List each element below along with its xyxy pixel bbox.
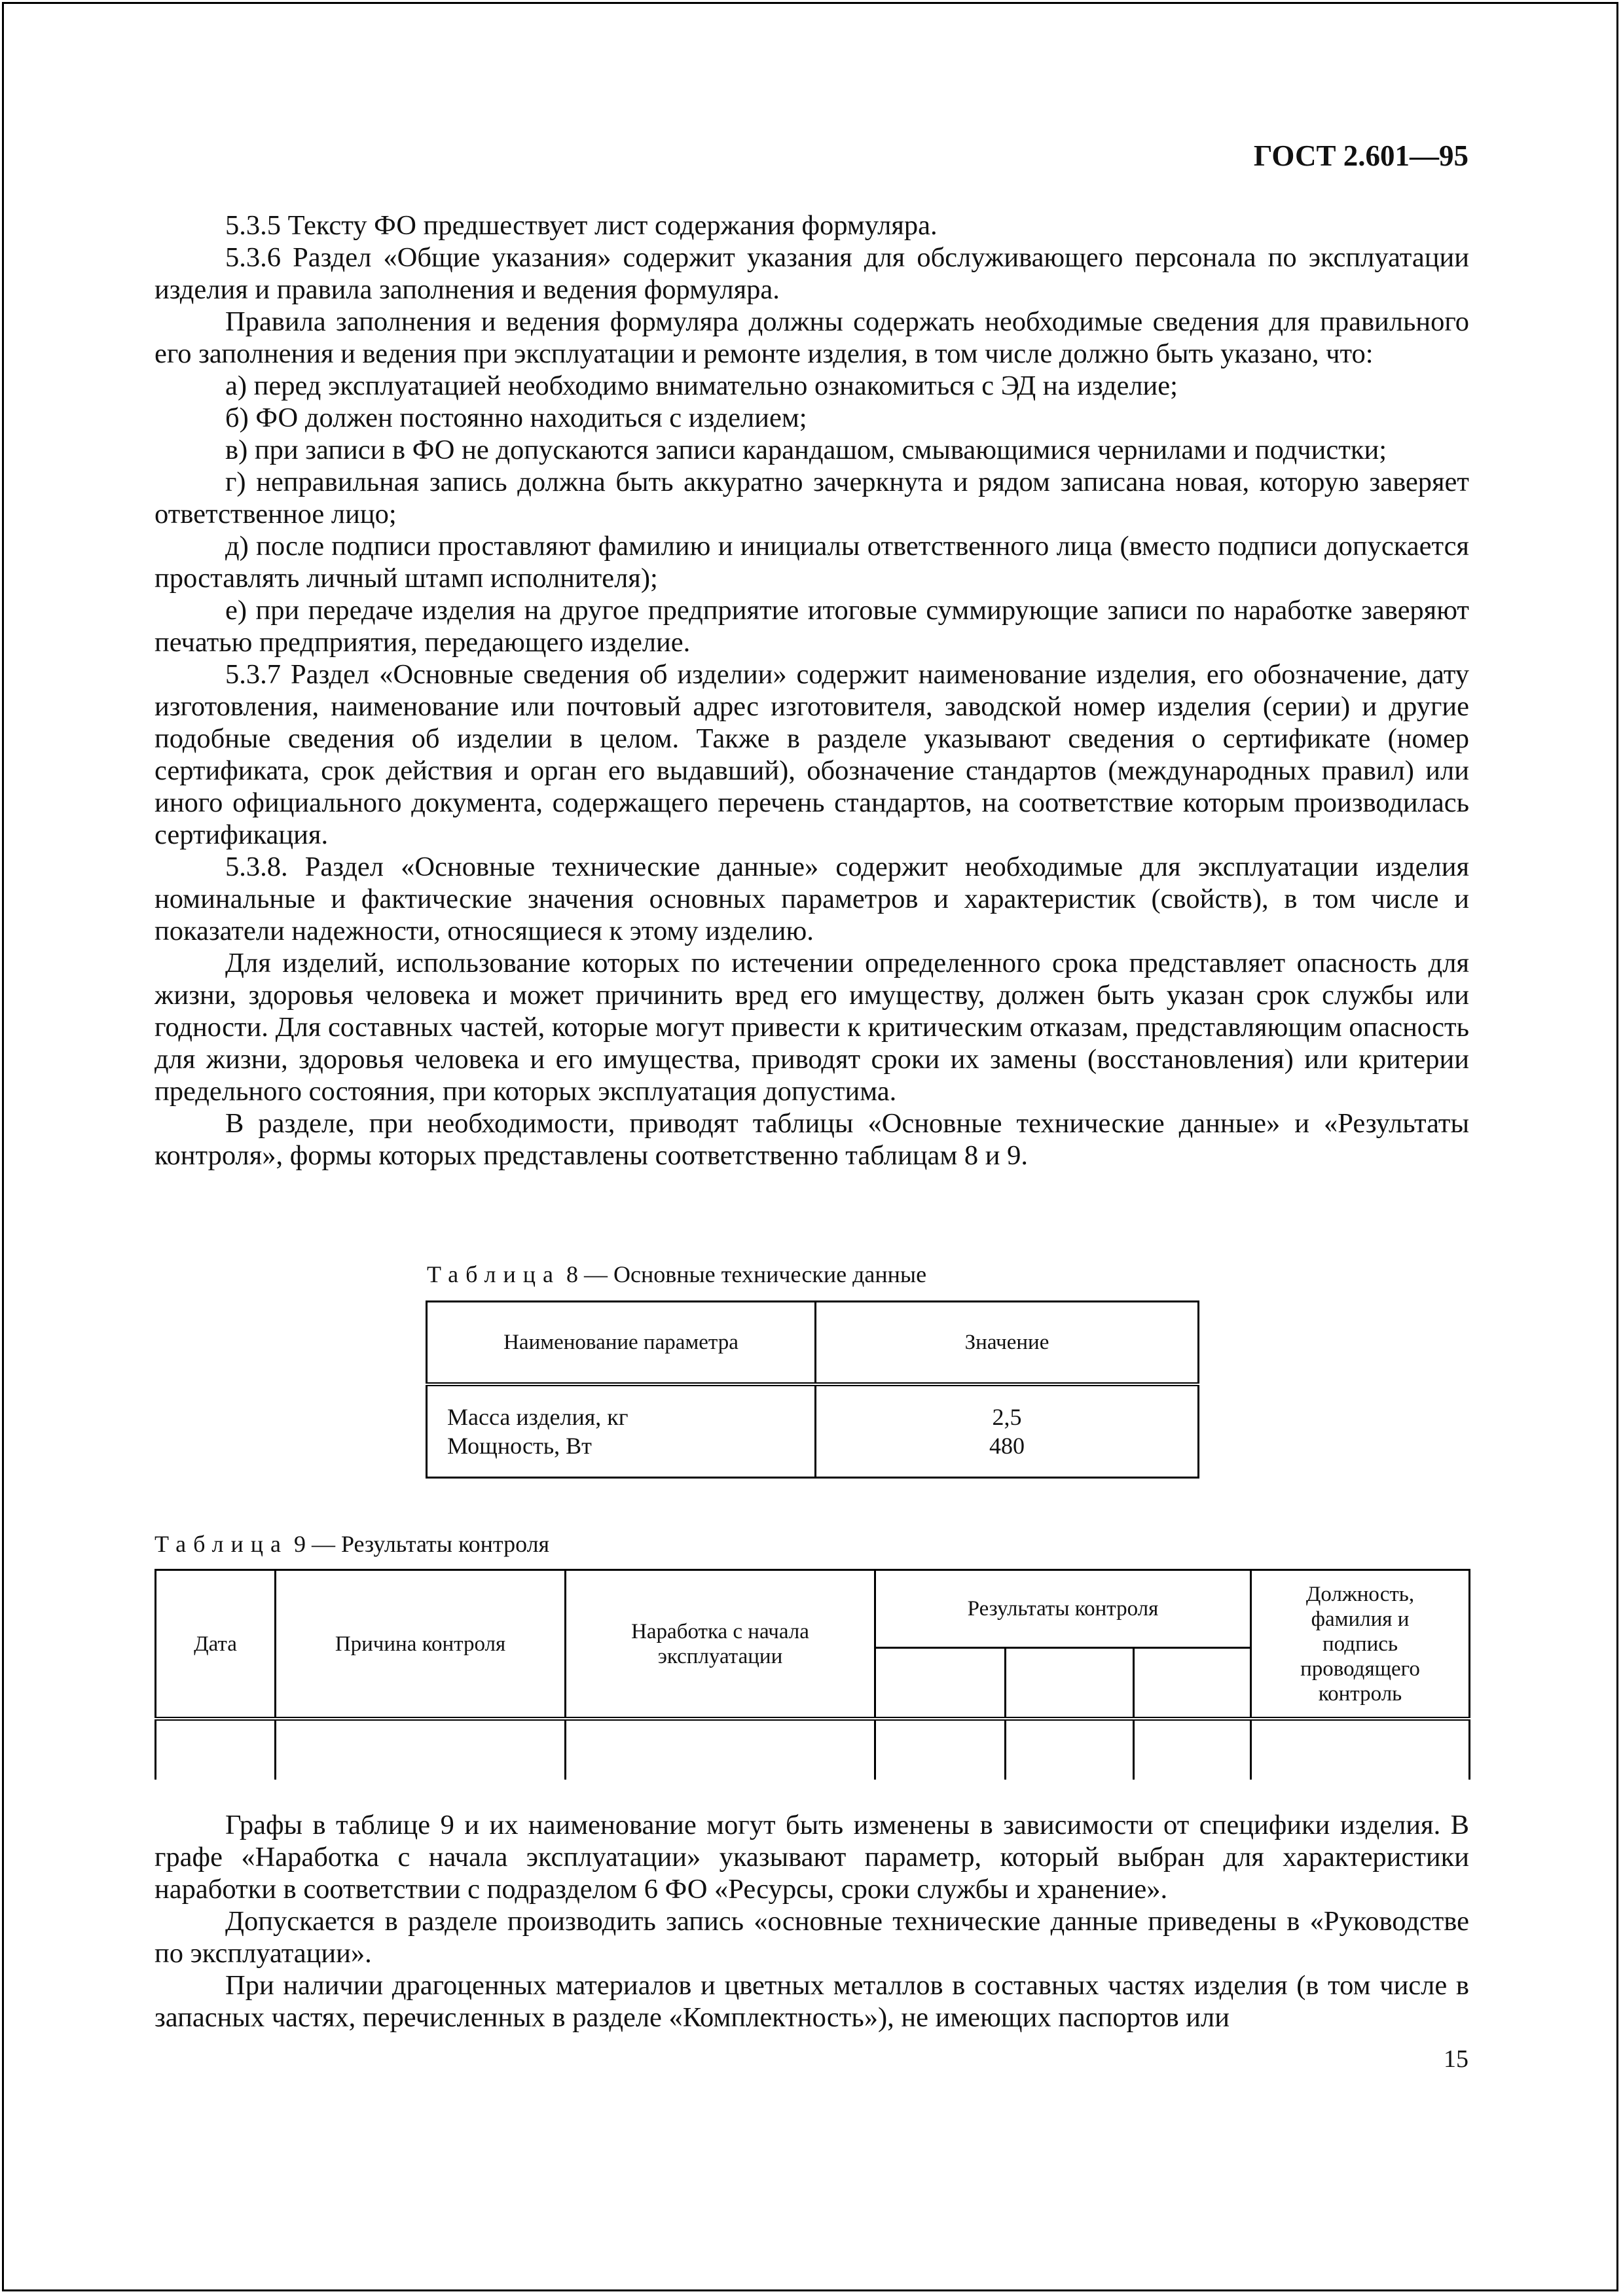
table9-caption bbox=[155, 1530, 549, 1558]
table-cell: Масса изделия, кг bbox=[447, 1404, 629, 1430]
table-cell bbox=[1134, 1719, 1251, 1780]
table8-caption-prefix: Таблица bbox=[427, 1261, 560, 1287]
table9-header-results: Результаты контроля bbox=[875, 1570, 1251, 1648]
table8-names-cell bbox=[427, 1384, 816, 1478]
list-item: в) при записи в ФО не допускаются записи карандашом, смывающимися чернилами и подчистки; bbox=[225, 435, 1387, 465]
list-item: а) перед эксплуатацией необходимо внимательно ознакомиться с ЭД на изделие; bbox=[225, 370, 1178, 401]
table-cell bbox=[875, 1648, 1006, 1719]
list-item: е) при передаче изделия на другое предприятие итоговые суммирующие записи по наработке заверяют печатью предприятия, передающего изделие. bbox=[155, 595, 1469, 658]
body-text bbox=[155, 209, 1469, 1172]
table-cell bbox=[1251, 1719, 1470, 1780]
table8-caption bbox=[427, 1261, 926, 1288]
paragraph: Для изделий, использование которых по истечении определенного срока представляет опасность для жизни, здоровья человека и может причинить вред его имуществу, должен быть указан срок службы или годности. Для составных частей, которые могут привести к критическим отказам, представляющим опасность для жизни, здоровья человека и его имущества, приводят сроки их замены (восстановления) или критерии предельного состояния, при которых эксплуатация допустима. bbox=[155, 948, 1469, 1107]
table-cell: 2,5 bbox=[992, 1404, 1022, 1430]
table9-caption-prefix: Таблица bbox=[155, 1531, 288, 1557]
table8-caption-text: 8 — Основные технические данные bbox=[560, 1261, 927, 1287]
paragraph: 5.3.8. Раздел «Основные технические данные» содержит необходимые для эксплуатации изделия номинальные и фактические значения основных параметров и характеристик (свойств), в том числе и показатели надежности, относящиеся к этому изделию. bbox=[155, 852, 1469, 946]
paragraph: При наличии драгоценных материалов и цветных металлов в составных частях изделия (в том числе в запасных частях, перечисленных в разделе «Комплектность»), не имеющих паспортов или bbox=[155, 1970, 1469, 2033]
table-cell bbox=[875, 1719, 1006, 1780]
paragraph: 5.3.7 Раздел «Основные сведения об изделии» содержит наименование изделия, его обозначение, дату изготовления, наименование или почтовый адрес изготовителя, заводской номер изделия (серии) и другие подобные сведения об изделии в целом. Также в разделе указывают сведения о сертификате (номер сертификата, срок действия и орган его выдавший), обозначение стандартов (международных правил) или иного официального документа, содержащего перечень стандартов, на соответствие которым производилась сертификация. bbox=[155, 659, 1469, 850]
table-cell bbox=[156, 1719, 276, 1780]
paragraph: Правила заполнения и ведения формуляра должны содержать необходимые сведения для правильного его заполнения и ведения при эксплуатации и ремонте изделия, в том числе должно быть указано, что: bbox=[155, 306, 1469, 369]
list-item: г) неправильная запись должна быть аккуратно зачеркнута и рядом записана новая, которую заверяет ответственное лицо; bbox=[155, 467, 1469, 529]
list-item: б) ФО должен постоянно находиться с изделием; bbox=[225, 403, 807, 433]
body-text-continued bbox=[155, 1809, 1469, 2034]
table8 bbox=[426, 1300, 1199, 1479]
table8-header-name: Наименование параметра bbox=[427, 1302, 816, 1385]
paragraph: 5.3.6 Раздел «Общие указания» содержит указания для обслуживающего персонала по эксплуатации изделия и правила заполнения и ведения формуляра. bbox=[155, 242, 1469, 305]
table9-header-position: Должность, фамилия и подпись проводящего контроль bbox=[1251, 1570, 1470, 1719]
document-header: ГОСТ 2.601—95 bbox=[1253, 139, 1468, 172]
table-cell bbox=[1006, 1719, 1134, 1780]
table-cell bbox=[1134, 1648, 1251, 1719]
table-cell: 480 bbox=[989, 1433, 1025, 1459]
table-row bbox=[156, 1719, 1470, 1780]
table8-header-value: Значение bbox=[816, 1302, 1199, 1385]
table-row bbox=[427, 1384, 1199, 1478]
table-cell bbox=[566, 1719, 875, 1780]
table9-caption-text: 9 — Результаты контроля bbox=[287, 1531, 550, 1557]
paragraph: 5.3.5 Тексту ФО предшествует лист содержания формуляра. bbox=[225, 210, 938, 241]
paragraph: Допускается в разделе производить запись «основные технические данные приведены в «Руководстве по эксплуатации». bbox=[155, 1906, 1469, 1969]
paragraph: В разделе, при необходимости, приводят таблицы «Основные технические данные» и «Результаты контроля», формы которых представлены соответственно таблицам 8 и 9. bbox=[155, 1108, 1469, 1171]
table-cell: Мощность, Вт bbox=[447, 1433, 592, 1459]
table9 bbox=[155, 1569, 1470, 1780]
list-item: д) после подписи проставляют фамилию и инициалы ответственного лица (вместо подписи допускается проставлять личный штамп исполнителя); bbox=[155, 531, 1469, 594]
page-number: 15 bbox=[1444, 2045, 1468, 2073]
paragraph: Графы в таблице 9 и их наименование могут быть изменены в зависимости от специфики изделия. В графе «Наработка с начала эксплуатации» указывают параметр, который выбран для характеристики наработки в соответствии с подразделом 6 ФО «Ресурсы, сроки службы и хранение». bbox=[155, 1810, 1469, 1905]
table-cell bbox=[276, 1719, 566, 1780]
table9-header-operating: Наработка с начала эксплуатации bbox=[566, 1570, 875, 1719]
table9-header-reason: Причина контроля bbox=[276, 1570, 566, 1719]
table9-header-date: Дата bbox=[156, 1570, 276, 1719]
table-cell bbox=[1006, 1648, 1134, 1719]
table8-values-cell bbox=[816, 1384, 1199, 1478]
